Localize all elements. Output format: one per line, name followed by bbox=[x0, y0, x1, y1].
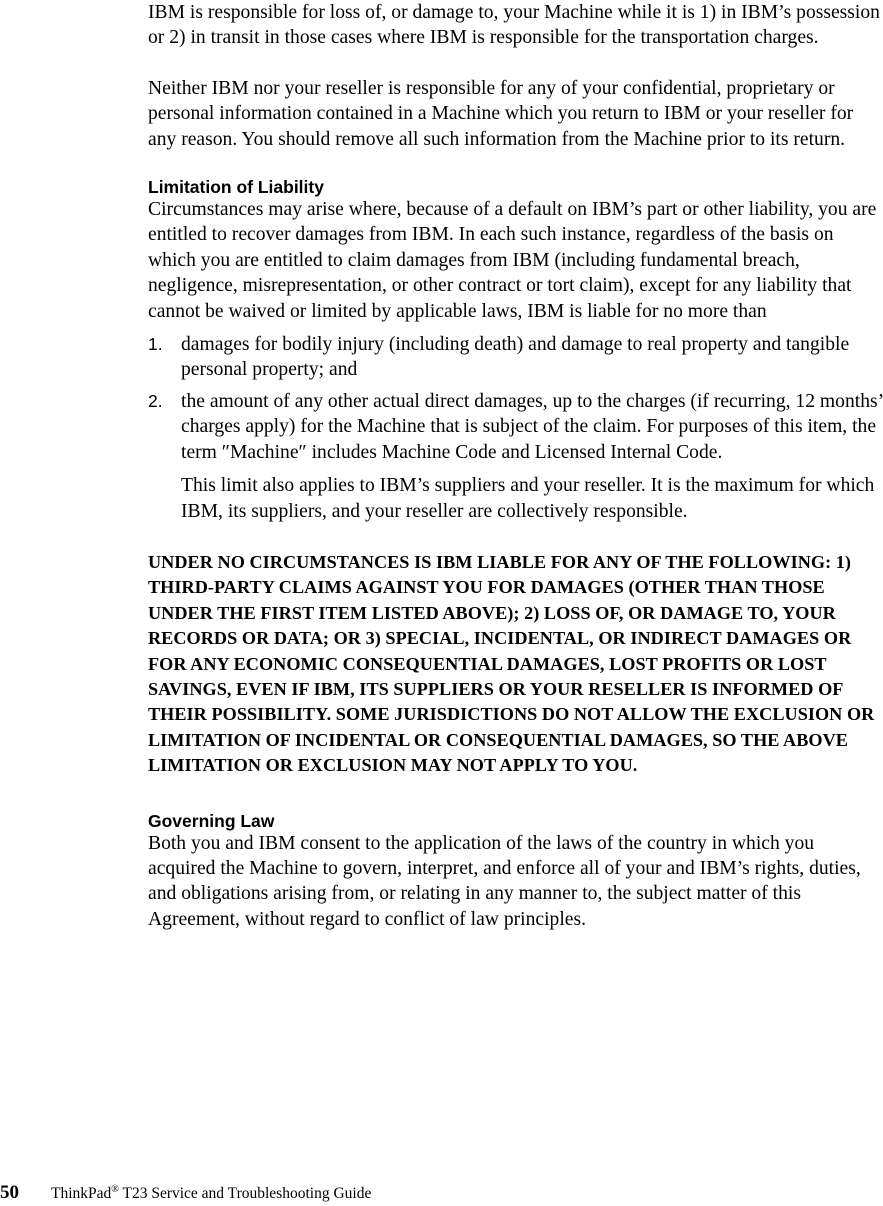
list-item-note: This limit also applies to IBM’s suppliers and your reseller. It is the maximum for which IBM, its suppliers, and your reseller are collectively responsible. bbox=[181, 475, 875, 522]
page-footer bbox=[0, 1181, 371, 1205]
page-number: 50 bbox=[0, 1182, 19, 1203]
liability-list bbox=[148, 332, 883, 524]
paragraph-caps-notice: UNDER NO CIRCUMSTANCES IS IBM LIABLE FOR ANY OF THE FOLLOWING: 1) THIRD-PARTY CLAIMS AGAINST YOU FOR DAMAGES (OTHER THAN THOSE UNDER THE FIRST ITEM LISTED ABOVE); 2) LOSS OF, OR DAMAGE TO, YOUR RECORDS OR DATA; OR 3) SPECIAL, INCIDENTAL, OR INDIRECT DAMAGES OR FOR ANY ECONOMIC CONSEQUENTIAL DAMAGES, LOST PROFITS OR LOST SAVINGS, EVEN IF IBM, ITS SUPPLIERS OR YOUR RESELLER IS INFORMED OF THEIR POSSIBILITY. SOME JURISDICTIONS DO NOT ALLOW THE EXCLUSION OR LIMITATION OF INCIDENTAL OR CONSEQUENTIAL DAMAGES, SO THE ABOVE LIMITATION OR EXCLUSION MAY NOT APPLY TO YOU. bbox=[148, 551, 875, 776]
heading-limitation-of-liability: Limitation of Liability bbox=[148, 177, 324, 198]
footer-title-prefix: ThinkPad bbox=[51, 1185, 112, 1202]
paragraph-confidential-information: Neither IBM nor your reseller is responsible for any of your confidential, proprietary or personal information contained in a Machine which you return to IBM or your reseller for any reason. You should remove all such information from the Machine prior to its return. bbox=[148, 77, 854, 150]
paragraph-limitation-intro: Circumstances may arise where, because of a default on IBM’s part or other liability, you are entitled to recover damages from IBM. In each such instance, regardless of the basis on which you are entitled to claim damages from IBM (including fundamental breach, negligence, misrepresentation, or other contract or tort claim), except for any liability that cannot be waived or limited by applicable laws, IBM is liable for no more than bbox=[148, 199, 877, 322]
paragraph-governing-law: Both you and IBM consent to the application of the laws of the country in which you acquired the Machine to govern, interpret, and enforce all of your and IBM’s rights, duties, and obligations arising from, or relating in any manner to, the subject matter of this Agreement, without regard to conflict of law principles. bbox=[148, 832, 861, 930]
heading-governing-law: Governing Law bbox=[148, 810, 275, 831]
paragraph-machine-responsibility: IBM is responsible for loss of, or damage to, your Machine while it is 1) in IBM’s possession or 2) in transit in those cases where IBM is responsible for the transportation charges. bbox=[148, 2, 880, 49]
registered-mark: ® bbox=[111, 1184, 119, 1195]
list-item-text: the amount of any other actual direct damages, up to the charges (if recurring, 12 months’ charges apply) for the Machine that is subject of the claim. For purposes of this item, the term ″Machine″ includes Machine Code and Licensed Internal Code. bbox=[181, 390, 883, 463]
footer-title-suffix: T23 Service and Troubleshooting Guide bbox=[118, 1185, 372, 1202]
list-item-number: 1. bbox=[148, 334, 163, 355]
list-item bbox=[148, 332, 883, 383]
list-item bbox=[148, 389, 883, 524]
list-item-number: 2. bbox=[148, 390, 163, 411]
document-body bbox=[148, 0, 883, 932]
footer-title bbox=[51, 1185, 371, 1202]
list-item-text: damages for bodily injury (including death) and damage to real property and tangible personal property; and bbox=[181, 334, 850, 381]
